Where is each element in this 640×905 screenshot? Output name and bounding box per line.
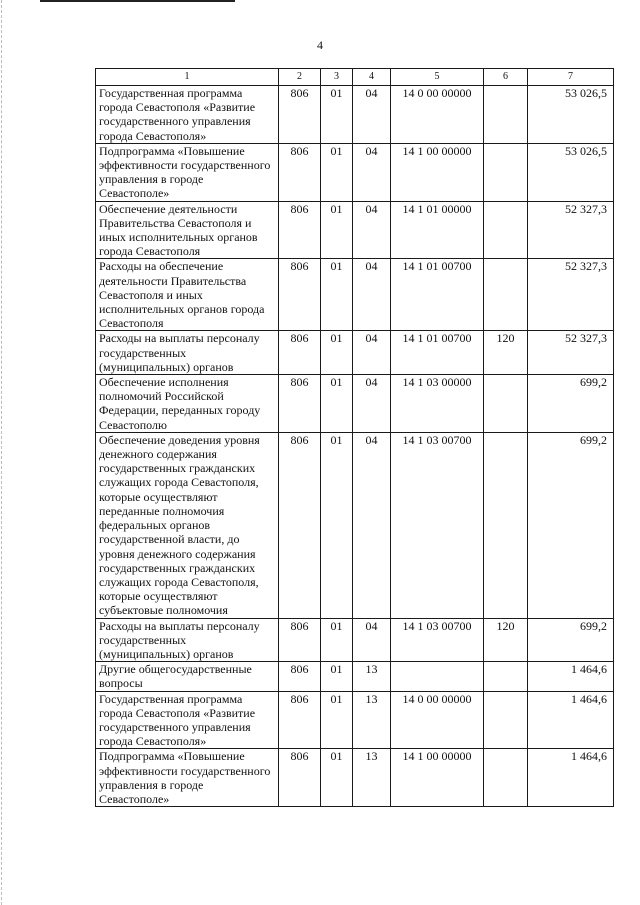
cell-name: Расходы на выплаты персоналу государственных (муниципальных) органов — [96, 618, 279, 662]
cell-ved: 806 — [279, 143, 321, 201]
cell-ved: 806 — [279, 375, 321, 433]
cell-pr: 13 — [353, 749, 391, 807]
page-number: 4 — [317, 38, 323, 52]
page-edge — [1, 0, 2, 905]
cell-sum: 52 327,3 — [528, 331, 614, 375]
cell-sum: 52 327,3 — [528, 201, 614, 259]
cell-pr: 04 — [353, 143, 391, 201]
cell-ved: 806 — [279, 259, 321, 331]
cell-csr — [391, 662, 484, 691]
cell-sum: 1 464,6 — [528, 691, 614, 749]
cell-vr — [484, 259, 528, 331]
cell-sum: 52 327,3 — [528, 259, 614, 331]
cell-csr: 14 1 01 00700 — [391, 331, 484, 375]
cell-name: Обеспечение исполнения полномочий Российской Федерации, переданных городу Севастополю — [96, 375, 279, 433]
cell-sum: 699,2 — [528, 618, 614, 662]
header-cell: 7 — [528, 69, 614, 86]
cell-rz: 01 — [321, 618, 353, 662]
cell-rz: 01 — [321, 86, 353, 144]
cell-name: Расходы на обеспечение деятельности Правительства Севастополя и иных исполнительных органов города Севастополя — [96, 259, 279, 331]
cell-pr: 04 — [353, 432, 391, 618]
cell-vr — [484, 691, 528, 749]
cell-name: Расходы на выплаты персоналу государственных (муниципальных) органов — [96, 331, 279, 375]
header-row — [96, 69, 614, 86]
cell-name: Государственная программа города Севастополя «Развитие государственного управления города Севастополя» — [96, 86, 279, 144]
cell-sum: 1 464,6 — [528, 662, 614, 691]
cell-name: Другие общегосударственные вопросы — [96, 662, 279, 691]
table-row — [96, 432, 614, 618]
top-rule — [40, 0, 235, 2]
cell-vr — [484, 201, 528, 259]
table-row — [96, 86, 614, 144]
cell-csr: 14 1 01 00700 — [391, 259, 484, 331]
cell-csr: 14 1 00 00000 — [391, 143, 484, 201]
header-cell: 1 — [96, 69, 279, 86]
cell-name: Обеспечение доведения уровня денежного содержания государственных гражданских служащих города Севастополя, которые осуществляют переданные полномочия федеральных органов государственной власти, до уровня денежного содержания государственных гражданских служащих города Севастополя, которые осуществляют субъектовые полномочия — [96, 432, 279, 618]
table-row — [96, 143, 614, 201]
header-cell: 3 — [321, 69, 353, 86]
cell-rz: 01 — [321, 331, 353, 375]
table-row — [96, 331, 614, 375]
cell-csr: 14 1 03 00700 — [391, 432, 484, 618]
cell-pr: 04 — [353, 375, 391, 433]
budget-table — [95, 68, 614, 807]
cell-pr: 04 — [353, 86, 391, 144]
cell-sum: 53 026,5 — [528, 86, 614, 144]
table-row — [96, 259, 614, 331]
cell-rz: 01 — [321, 691, 353, 749]
cell-sum: 1 464,6 — [528, 749, 614, 807]
cell-ved: 806 — [279, 618, 321, 662]
table-row — [96, 618, 614, 662]
cell-sum: 53 026,5 — [528, 143, 614, 201]
cell-rz: 01 — [321, 259, 353, 331]
table-row — [96, 691, 614, 749]
cell-pr: 04 — [353, 331, 391, 375]
cell-ved: 806 — [279, 86, 321, 144]
cell-name: Подпрограмма «Повышение эффективности государственного управления в городе Севастополе» — [96, 143, 279, 201]
cell-vr — [484, 86, 528, 144]
cell-vr — [484, 432, 528, 618]
cell-name: Государственная программа города Севастополя «Развитие государственного управления города Севастополя» — [96, 691, 279, 749]
table-row — [96, 749, 614, 807]
cell-rz: 01 — [321, 375, 353, 433]
cell-ved: 806 — [279, 749, 321, 807]
header-cell: 2 — [279, 69, 321, 86]
cell-pr: 13 — [353, 691, 391, 749]
cell-csr: 14 1 03 00000 — [391, 375, 484, 433]
table-row — [96, 201, 614, 259]
cell-csr: 14 0 00 00000 — [391, 86, 484, 144]
cell-vr — [484, 749, 528, 807]
table-row — [96, 375, 614, 433]
cell-csr: 14 1 01 00000 — [391, 201, 484, 259]
cell-vr — [484, 375, 528, 433]
cell-name: Обеспечение деятельности Правительства Севастополя и иных исполнительных органов города Севастополя — [96, 201, 279, 259]
cell-pr: 04 — [353, 259, 391, 331]
cell-rz: 01 — [321, 662, 353, 691]
cell-ved: 806 — [279, 662, 321, 691]
cell-sum: 699,2 — [528, 375, 614, 433]
cell-pr: 13 — [353, 662, 391, 691]
cell-sum: 699,2 — [528, 432, 614, 618]
cell-vr — [484, 662, 528, 691]
cell-rz: 01 — [321, 432, 353, 618]
table-row — [96, 662, 614, 691]
cell-csr: 14 1 00 00000 — [391, 749, 484, 807]
cell-ved: 806 — [279, 201, 321, 259]
cell-vr: 120 — [484, 331, 528, 375]
cell-rz: 01 — [321, 749, 353, 807]
cell-ved: 806 — [279, 432, 321, 618]
header-cell: 4 — [353, 69, 391, 86]
cell-vr — [484, 143, 528, 201]
cell-name: Подпрограмма «Повышение эффективности государственного управления в городе Севастополе» — [96, 749, 279, 807]
cell-rz: 01 — [321, 143, 353, 201]
cell-ved: 806 — [279, 691, 321, 749]
cell-rz: 01 — [321, 201, 353, 259]
cell-ved: 806 — [279, 331, 321, 375]
cell-pr: 04 — [353, 618, 391, 662]
cell-csr: 14 1 03 00700 — [391, 618, 484, 662]
cell-csr: 14 0 00 00000 — [391, 691, 484, 749]
header-cell: 6 — [484, 69, 528, 86]
cell-pr: 04 — [353, 201, 391, 259]
cell-vr: 120 — [484, 618, 528, 662]
header-cell: 5 — [391, 69, 484, 86]
